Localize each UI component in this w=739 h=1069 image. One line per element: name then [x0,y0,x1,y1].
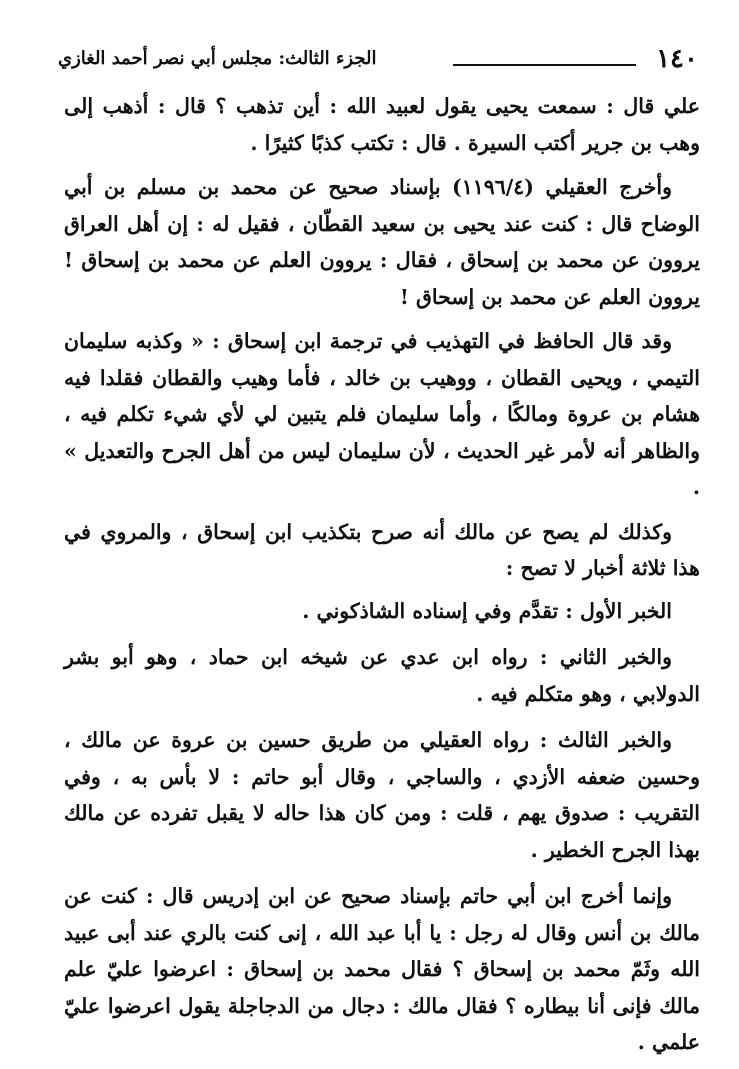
body-text [64,88,700,1069]
page-header [58,44,698,78]
paragraph-uqayli-report: وأخرج العقيلي (١١٩٦/٤) بإسناد صحيح عن محمد بن مسلم بن أبي الوضاح قال : كنت عند يحيى بن سعيد القطّان ، فقيل له : إن أهل العراق يروون عن محمد بن إسحاق ، فقال : يروون العلم عن محمد بن إسحاق ! يروون العلم عن محمد بن إسحاق ! [64,175,700,309]
paragraph-tahdhib-quote: وقد قال الحافظ في التهذيب في ترجمة ابن إسحاق : « وكذبه سليمان التيمي ، ويحيى القطان ، ووهيب بن خالد ، فأما وهيب والقطان فقلدا فيه هشام بن عروة ومالكًا ، وأما سليمان فلم يتبين لي لأي شيء تكلم فيه ، والظاهر أنه لأمر غير الحديث ، لأن سليمان ليس من أهل الجرح والتعديل » . [64,329,700,499]
header-rule [453,64,636,66]
page-number: ١٤٠ [656,44,698,74]
paragraph-continuation: علي قال : سمعت يحيى يقول لعبيد الله : أين تذهب ؟ قال : أذهب إلى وهب بن جرير أكتب السيرة . قال : تكتب كذبًا كثيرًا . [64,94,700,155]
paragraph-first-report: الخبر الأول : تقدَّم وفي إسناده الشاذكوني . [302,598,672,623]
paragraph-ibn-abi-hatim: وإنما أخرج ابن أبي حاتم بإسناد صحيح عن ابن إدريس قال : كنت عن مالك بن أنس وقال له رجل : يا أبا عبد الله ، إنى كنت بالري عند أبى عبيد الله وثَمّ محمد بن إسحاق ؟ فقال محمد بن إسحاق : اعرضوا عليّ علم مالك فإنى أنا بيطاره ؟ فقال مالك : دجال من الدجاجلة يقول اعرضوا عليّ علمي . [64,884,700,1054]
paragraph-malik-reports: وكذلك لم يصح عن مالك أنه صرح بتكذيب ابن إسحاق ، والمروي في هذا ثلاثة أخبار لا تصح : [64,519,700,580]
paragraph-third-report: والخبر الثالث : رواه العقيلي من طريق حسين بن عروة عن مالك ، وحسين ضعفه الأزدي ، والساجي ، وقال أبو حاتم : لا بأس به ، وفي التقريب : صدوق يهم ، قلت : ومن كان هذا حاله لا يقبل تفرده عن مالك بهذا الجرح الخطير . [64,728,700,862]
paragraph-second-report: والخبر الثاني : رواه ابن عدي عن شيخه ابن حماد ، وهو أبو بشر الدولابي ، وهو متكلم فيه . [64,645,700,706]
running-title: الجزء الثالث: مجلس أبي نصر أحمد الغازي [58,48,377,69]
